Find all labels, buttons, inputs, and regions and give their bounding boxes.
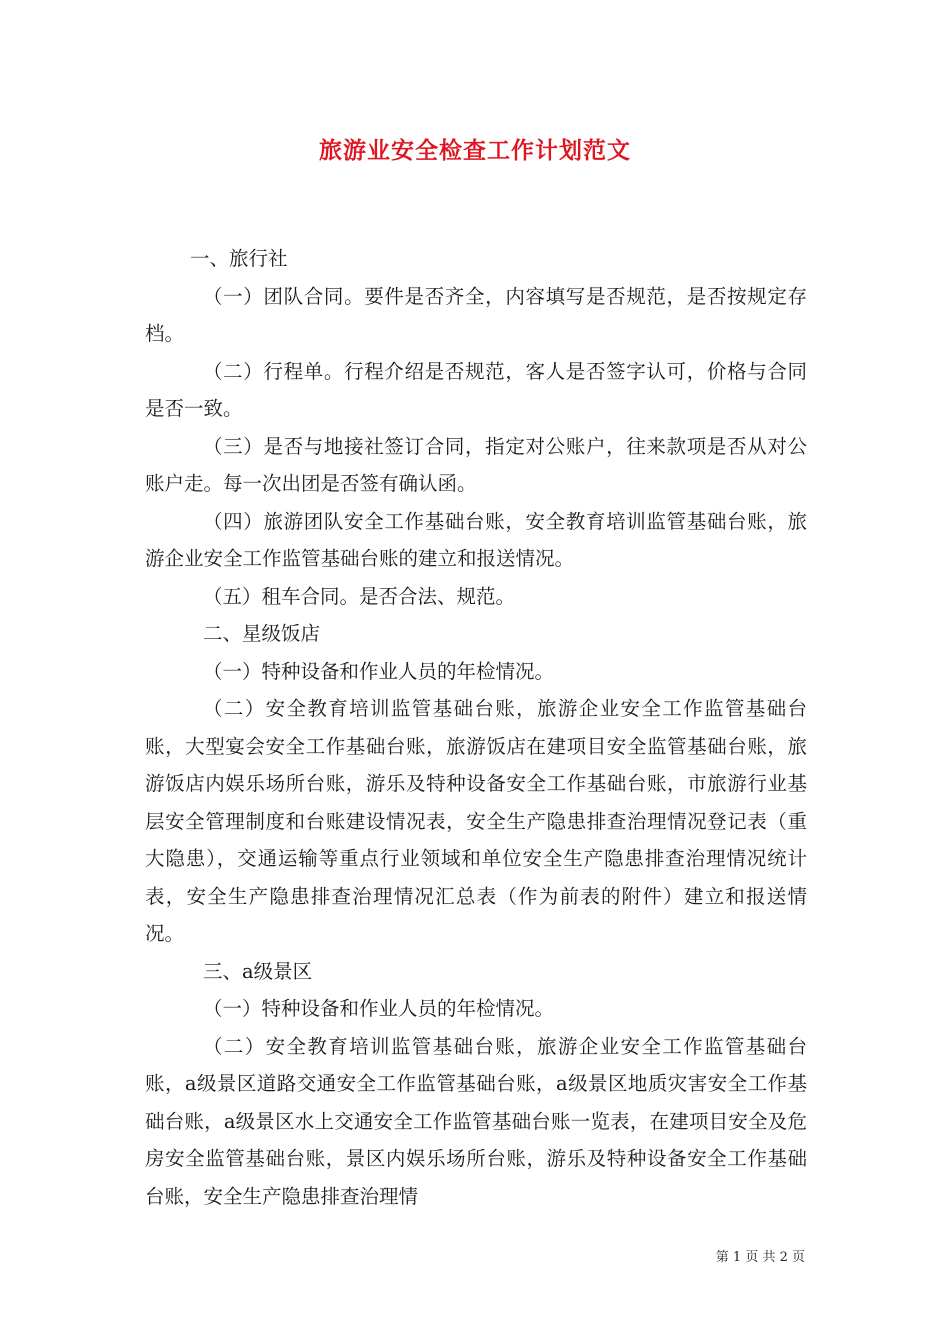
paragraph: （五）租车合同。是否合法、规范。	[203, 584, 516, 608]
paragraph: （二）安全教育培训监管基础台账，旅游企业安全工作监管基础台账，大型宴会安全工作基础台账，旅游饭店在建项目安全监管基础台账，旅游饭店内娱乐场所台账，游乐及特种设备安全工作基础台账，市旅游行业基层安全管理制度和台账建设情况表，安全生产隐患排查治理情况登记表（重大隐患），交通运输等重点行业领域和单位安全生产隐患排查治理情况统计表，安全生产隐患排查治理情况汇总表（作为前表的附件）建立和报送情况。	[145, 697, 807, 945]
paragraph: （四）旅游团队安全工作基础台账，安全教育培训监管基础台账，旅游企业安全工作监管基础台账的建立和报送情况。	[145, 509, 807, 570]
document-body	[145, 240, 807, 1215]
paragraph: （三）是否与地接社签订合同，指定对公账户，往来款项是否从对公账户走。每一次出团是否签有确认函。	[145, 434, 807, 495]
section-heading: 二、星级饭店	[203, 622, 321, 645]
paragraph: （一）特种设备和作业人员的年检情况。	[203, 659, 555, 683]
section-heading: 三、a级景区	[203, 959, 313, 983]
paragraph: （二）行程单。行程介绍是否规范，客人是否签字认可，价格与合同是否一致。	[145, 359, 807, 420]
paragraph: （一）团队合同。要件是否齐全，内容填写是否规范，是否按规定存档。	[145, 284, 807, 345]
document-title: 旅游业安全检查工作计划范文	[319, 137, 631, 164]
section-heading: 一、旅行社	[190, 247, 288, 270]
paragraph: （二）安全教育培训监管基础台账，旅游企业安全工作监管基础台账，a级景区道路交通安全工作监管基础台账，a级景区地质灾害安全工作基础台账，a级景区水上交通安全工作监管基础台账一览表，在建项目安全及危房安全监管基础台账，景区内娱乐场所台账，游乐及特种设备安全工作基础台账，安全生产隐患排查治理情	[145, 1034, 807, 1208]
page-number: 第 1 页 共 2 页	[715, 1250, 805, 1265]
paragraph: （一）特种设备和作业人员的年检情况。	[203, 997, 555, 1020]
